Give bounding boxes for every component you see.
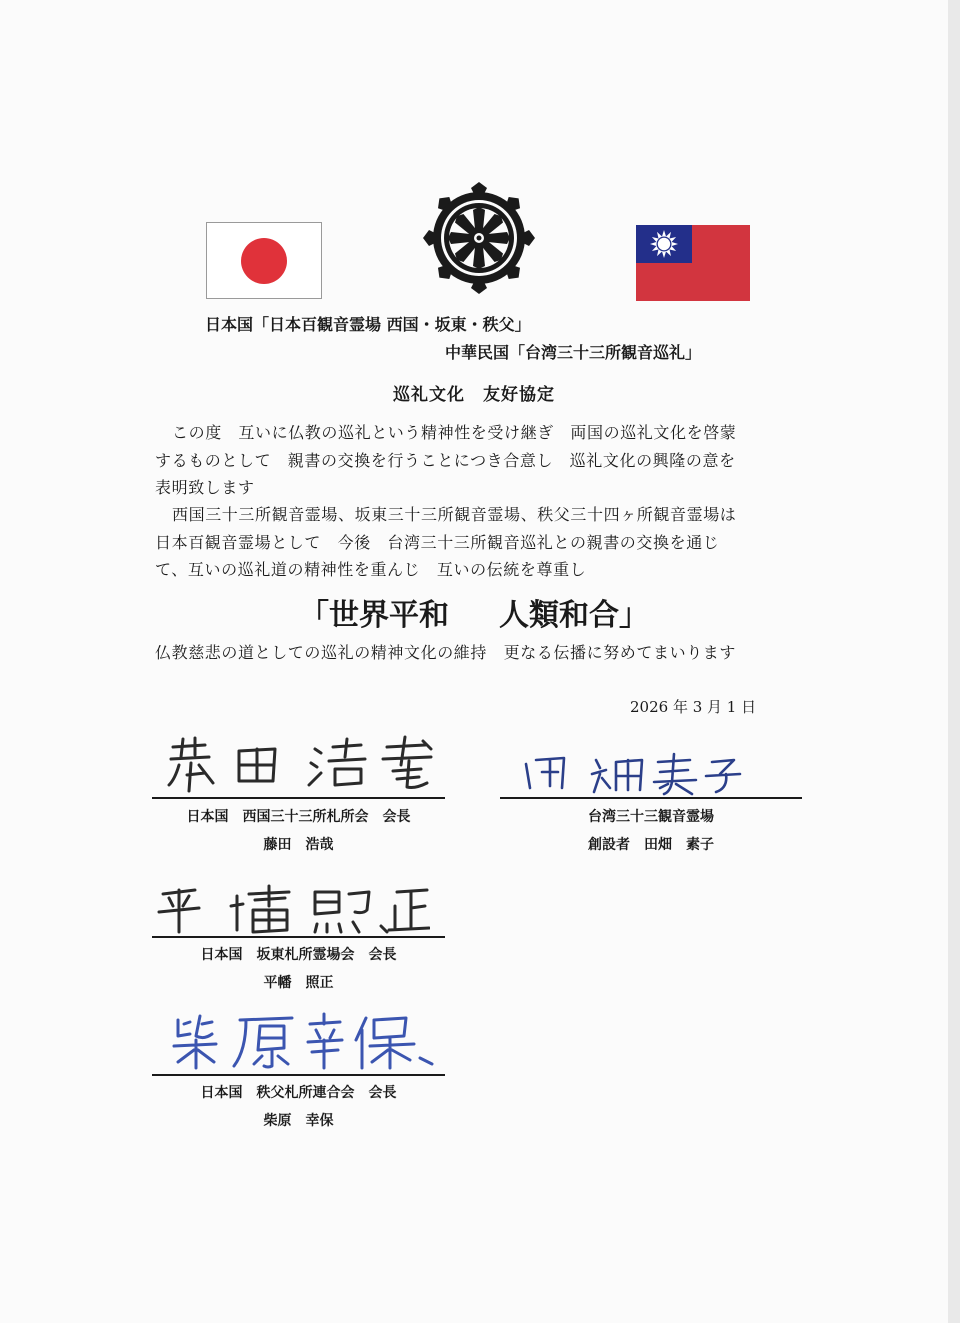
signature-hirahata — [155, 880, 430, 940]
signatory-role-shibahara: 日本国 秩父札所連合会 会長 — [200, 1085, 397, 1101]
white-sun-icon — [636, 225, 692, 263]
taiwan-flag-canton — [636, 225, 692, 263]
motto-left: 「世界平和 — [299, 598, 449, 633]
agreement-date: 2026 年 3 月 1 日 — [630, 698, 757, 716]
motto-right: 人類和合」 — [499, 598, 649, 633]
signatory-name-fujita: 藤田 浩哉 — [263, 837, 334, 853]
signatory-name-hirahata: 平幡 照正 — [263, 975, 334, 991]
body-line-6: て、互いの巡礼道の精神性を重んじ 互いの伝統を尊重し — [155, 560, 587, 579]
signature-line-shibahara — [152, 1074, 445, 1076]
japan-flag-sun — [241, 238, 287, 284]
taiwan-flag — [636, 225, 750, 301]
signature-fujita — [165, 735, 445, 797]
body-line-2: するものとして 親書の交換を行うことにつき合意し 巡礼文化の興隆の意を — [155, 451, 736, 470]
signature-line-tabata — [500, 797, 802, 799]
signatory-role-hirahata: 日本国 坂東札所霊場会 会長 — [200, 947, 397, 963]
signature-shibahara — [170, 1010, 440, 1072]
closing-statement: 仏教慈悲の道としての巡礼の精神文化の維持 更なる伝播に努めてまいります — [155, 643, 737, 662]
signatory-role-fujita: 日本国 西国三十三所札所会 会長 — [186, 809, 411, 825]
heading-taiwan: 中華民国「台湾三十三所観音巡礼」 — [445, 343, 702, 362]
agreement-title: 巡礼文化 友好協定 — [393, 385, 555, 405]
signatory-role-tabata: 台湾三十三観音霊場 — [588, 809, 714, 825]
body-line-4: 西国三十三所観音霊場、坂東三十三所観音霊場、秩父三十四ヶ所観音霊場は — [172, 505, 737, 524]
signature-line-fujita — [152, 797, 445, 799]
heading-japan: 日本国「日本百観音霊場 西国・坂東・秩父」 — [205, 315, 531, 334]
body-line-1: この度 互いに仏教の巡礼という精神性を受け継ぎ 両国の巡礼文化を啓蒙 — [172, 423, 737, 442]
motto — [0, 590, 948, 634]
signature-line-hirahata — [152, 936, 445, 938]
japan-flag — [206, 222, 322, 299]
signatory-name-shibahara: 柴原 幸保 — [263, 1113, 334, 1129]
dharma-wheel-emblem — [421, 180, 537, 296]
signatory-name-tabata: 創設者 田畑 素子 — [588, 837, 714, 853]
body-line-3: 表明致します — [155, 478, 255, 497]
signature-tabata — [520, 750, 750, 798]
body-line-5: 日本百観音霊場として 今後 台湾三十三所観音巡礼との親書の交換を通じ — [155, 533, 720, 552]
